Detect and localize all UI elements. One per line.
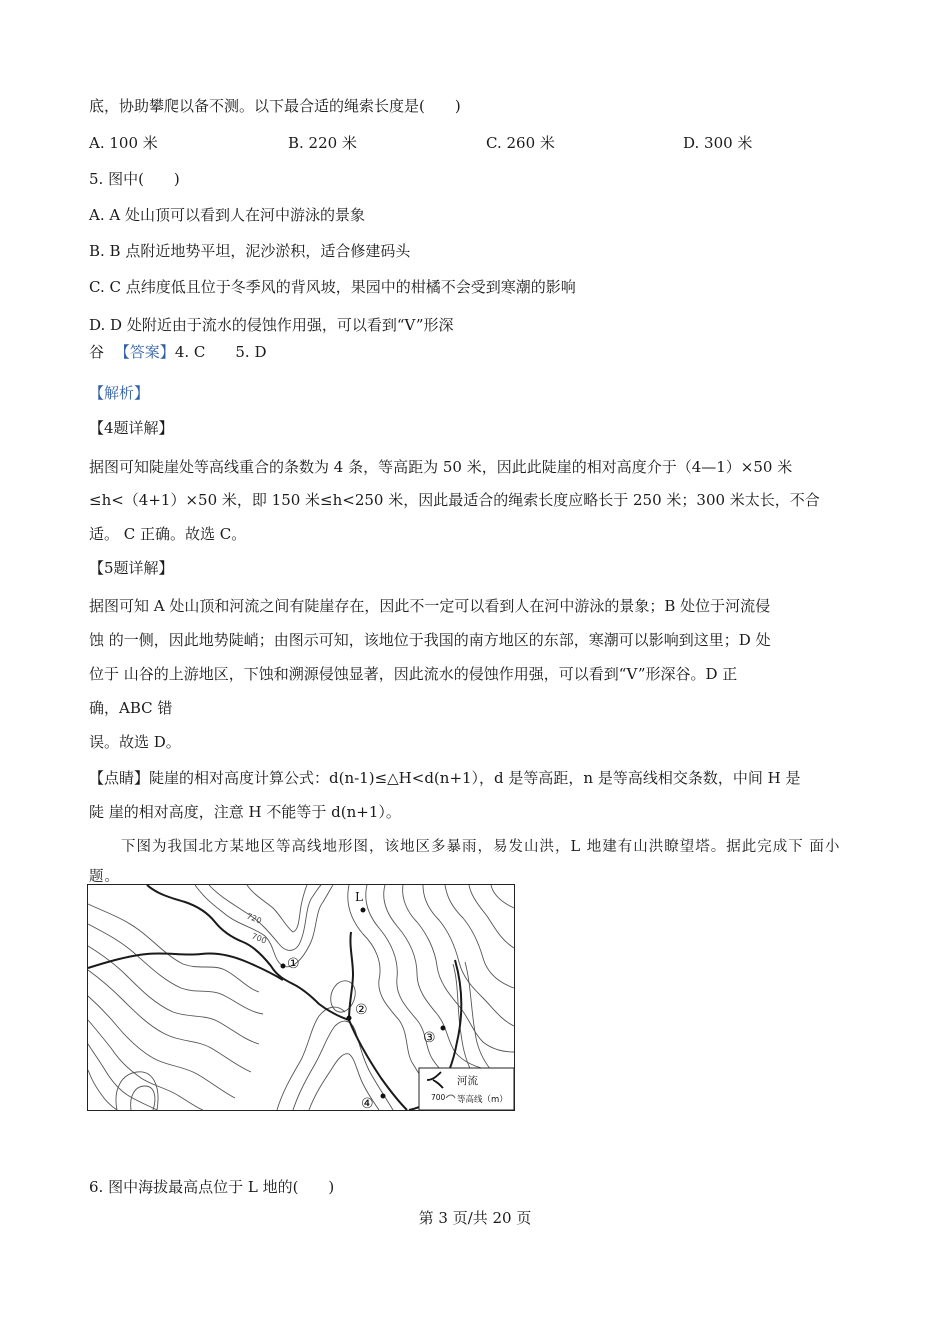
option-5d-continued: 谷 [89, 343, 105, 361]
q5-detail-line: 位于 山谷的上游地区，下蚀和溯源侵蚀显著，因此流水的侵蚀作用强，可以看到“V”形深谷。D 正 [89, 665, 738, 683]
point-l-label: L [355, 890, 363, 904]
question-6-stem: 6. 图中海拔最高点位于 L 地的( ) [89, 1178, 335, 1196]
option-4c: C. 260 米 [486, 134, 555, 152]
q4-detail-line: ≤h<（4+1）×50 米，即 150 米≤h<250 米，因此最适合的绳索长度应略长于 250 米；300 米太长，不合 [89, 491, 820, 509]
q5-detail-heading: 【5题详解】 [89, 559, 174, 577]
tip-line: 【点睛】陡崖的相对高度计算公式：d(n-1)≤△H<d(n+1），d 是等高距，n 是等高线相交条数，中间 H 是 [89, 769, 801, 787]
q5-detail-line: 蚀 的一侧，因此地势陡峭；由图示可知，该地位于我国的南方地区的东部，寒潮可以影响到这里；D 处 [89, 631, 771, 649]
option-5c: C. C 点纬度低且位于冬季风的背风坡，果园中的柑橘不会受到寒潮的影响 [89, 278, 576, 296]
legend-contour-label: 等高线（m） [457, 1095, 508, 1105]
contour-label: 720 [245, 911, 263, 926]
q5-detail-line: 误。故选 D。 [89, 733, 181, 751]
point-1-dot [281, 964, 286, 969]
page-footer: 第 3 页/共 20 页 [418, 1209, 532, 1227]
q5-detail-line: 确，ABC 错 [89, 699, 173, 717]
option-4a: A. 100 米 [89, 134, 158, 152]
contour-label: 700 [250, 931, 268, 946]
tip-line: 陡 崖的相对高度，注意 H 不能等于 d(n+1）。 [89, 803, 401, 821]
point-3-dot [441, 1026, 446, 1031]
question-5-stem: 5. 图中( ) [89, 170, 180, 188]
q4-detail-line: 据图可知陡崖处等高线重合的条数为 4 条，等高距为 50 米，因此此陡崖的相对高度介于（4—1）×50 米 [89, 458, 793, 476]
point-1-label: ① [287, 956, 300, 972]
q5-detail-line: 据图可知 A 处山顶和河流之间有陡崖存在，因此不一定可以看到人在河中游泳的景象；B 处位于河流侵 [89, 597, 771, 615]
legend-contour-value: 700 [431, 1093, 446, 1102]
option-4d: D. 300 米 [683, 134, 753, 152]
point-4-label: ④ [361, 1096, 374, 1111]
option-5a: A. A 处山顶可以看到人在河中游泳的景象 [89, 206, 365, 224]
answer-line [89, 342, 860, 362]
legend-river-label: 河流 [457, 1075, 478, 1087]
contour-map [87, 884, 515, 1111]
answer-value: 4. C 5. D [174, 343, 267, 361]
option-5b: B. B 点附近地势平坦，泥沙淤积，适合修建码头 [89, 242, 411, 260]
option-4b: B. 220 米 [288, 134, 357, 152]
answer-label: 【答案】 [114, 343, 175, 361]
analysis-label: 【解析】 [89, 384, 150, 402]
option-5d: D. D 处附近由于流水的侵蚀作用强，可以看到“V”形深 [89, 316, 454, 334]
point-l-dot [361, 908, 366, 913]
map-intro-text: 下图为我国北方某地区等高线地形图，该地区多暴雨，易发山洪，L 地建有山洪瞭望塔。据此完成下 面小题。 [89, 839, 841, 885]
q4-detail-heading: 【4题详解】 [89, 419, 174, 437]
point-2-dot [347, 1016, 352, 1021]
point-4-dot [381, 1094, 386, 1099]
question-4-tail: 底，协助攀爬以备不测。以下最合适的绳索长度是( ) [89, 97, 461, 115]
map-legend [419, 1068, 514, 1110]
q4-detail-line: 适。 C 正确。故选 C。 [89, 525, 247, 543]
point-3-label: ③ [423, 1030, 436, 1046]
point-2-label: ② [355, 1002, 368, 1018]
